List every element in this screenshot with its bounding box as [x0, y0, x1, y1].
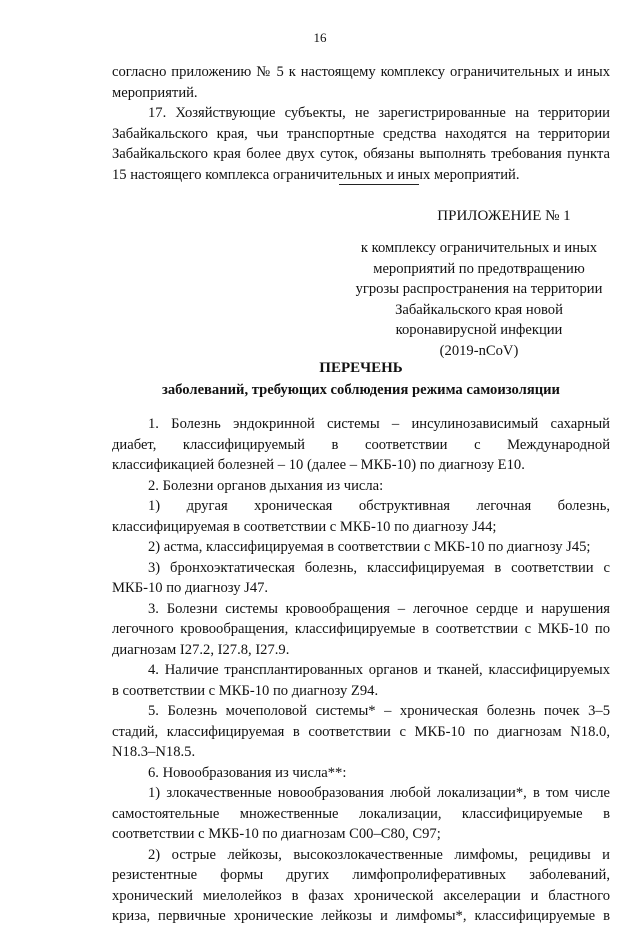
- list-item-line: 4. Наличие трансплантированных органов и тканей, классифицируемых: [148, 662, 610, 678]
- appendix-title: ПРИЛОЖЕНИЕ № 1: [437, 208, 571, 224]
- list-item-line: стадий, классифицируемая в соответствии с МКБ-10 по диагнозам N18.0,: [112, 723, 610, 740]
- list-item-line: диагнозам I27.2, I27.8, I27.9.: [112, 641, 290, 658]
- appendix-line: угрозы распространения на территории: [355, 281, 603, 298]
- text-line: Забайкальского края, чьи транспортные средства находятся на территории: [112, 125, 610, 142]
- list-item-line: 2) острые лейкозы, высокозлокачественные лимфомы, рецидивы и: [148, 846, 610, 863]
- text-line: 17. Хозяйствующие субъекты, не зарегистрированные на территории: [148, 105, 610, 121]
- disease-list: [112, 414, 610, 927]
- text-line: 15 настоящего комплекса ограничительных и иных мероприятий.: [112, 166, 520, 183]
- appendix-line: коронавирусной инфекции: [395, 322, 563, 339]
- appendix-line: к комплексу ограничительных и иных: [360, 240, 598, 256]
- list-subheading: заболеваний, требующих соблюдения режима самоизоляции: [162, 382, 560, 398]
- appendix-line: мероприятий по предотвращению: [373, 260, 585, 277]
- text-line: Забайкальского края более двух суток, обязаны выполнять требования пункта: [112, 146, 610, 162]
- list-item-line: 1) злокачественные новообразования любой локализации*, в том числе: [148, 785, 610, 801]
- separator-line: [339, 184, 419, 185]
- list-item-line: МКБ-10 по диагнозу J47.: [112, 580, 269, 596]
- list-item-line: самостоятельные множественные локализации, классифицируемые в: [112, 805, 610, 822]
- text-line: мероприятий.: [112, 84, 198, 101]
- list-item-line: 3. Болезни системы кровообращения – легочное сердце и нарушения: [148, 600, 610, 617]
- list-item-line: в соответствии с МКБ-10 по диагнозу Z94.: [112, 682, 379, 699]
- appendix-line: Забайкальского края новой: [395, 301, 563, 318]
- list-item-line: 1) другая хроническая обструктивная легочная болезнь,: [148, 498, 610, 514]
- list-item-line: 2. Болезни органов дыхания из числа:: [148, 477, 384, 494]
- list-item-line: 6. Новообразования из числа**:: [148, 764, 347, 781]
- list-item-line: 3) бронхоэктатическая болезнь, классифицируемая в соответствии с: [148, 559, 610, 576]
- list-item-line: легочного кровообращения, классифицируемые в соответствии с МКБ-10 по: [112, 621, 610, 637]
- page-number: 16: [313, 30, 327, 45]
- list-item-line: 2) астма, классифицируемая в соответствии с МКБ-10 по диагнозу J45;: [148, 539, 591, 555]
- list-item-line: N18.3–N18.5.: [112, 744, 196, 760]
- list-item-line: 1. Болезнь эндокринной системы – инсулинозависимый сахарный: [148, 416, 610, 432]
- list-item-line: классификацией болезней – 10 (далее – МКБ-10) по диагнозу E10.: [112, 457, 525, 473]
- list-item-line: диабет, классифицируемый в соответствии с Международной: [112, 436, 610, 453]
- list-item-line: криза, первичные хронические лейкозы и лимфомы*, классифицируемые в: [112, 908, 610, 924]
- list-item-line: резистентные формы других лимфопролиферативных заболеваний,: [112, 867, 610, 883]
- appendix-line: (2019-nCoV): [439, 342, 519, 359]
- paragraph-16-tail: [112, 62, 610, 103]
- list-heading: ПЕРЕЧЕНЬ: [319, 360, 403, 376]
- list-item-line: классифицируемая в соответствии с МКБ-10 по диагнозу J44;: [112, 518, 497, 535]
- list-item-line: 5. Болезнь мочеполовой системы* – хроническая болезнь почек 3–5: [148, 703, 610, 719]
- list-item-line: соответствии с МКБ-10 по диагнозам C00–C80, C97;: [112, 826, 441, 842]
- appendix-subtitle: [348, 238, 610, 362]
- text-line: согласно приложению № 5 к настоящему комплексу ограничительных и иных: [112, 64, 610, 80]
- paragraph-17: [112, 103, 610, 185]
- list-item-line: хронический миелолейкоз в фазах хронической акселерации и бластного: [112, 887, 610, 904]
